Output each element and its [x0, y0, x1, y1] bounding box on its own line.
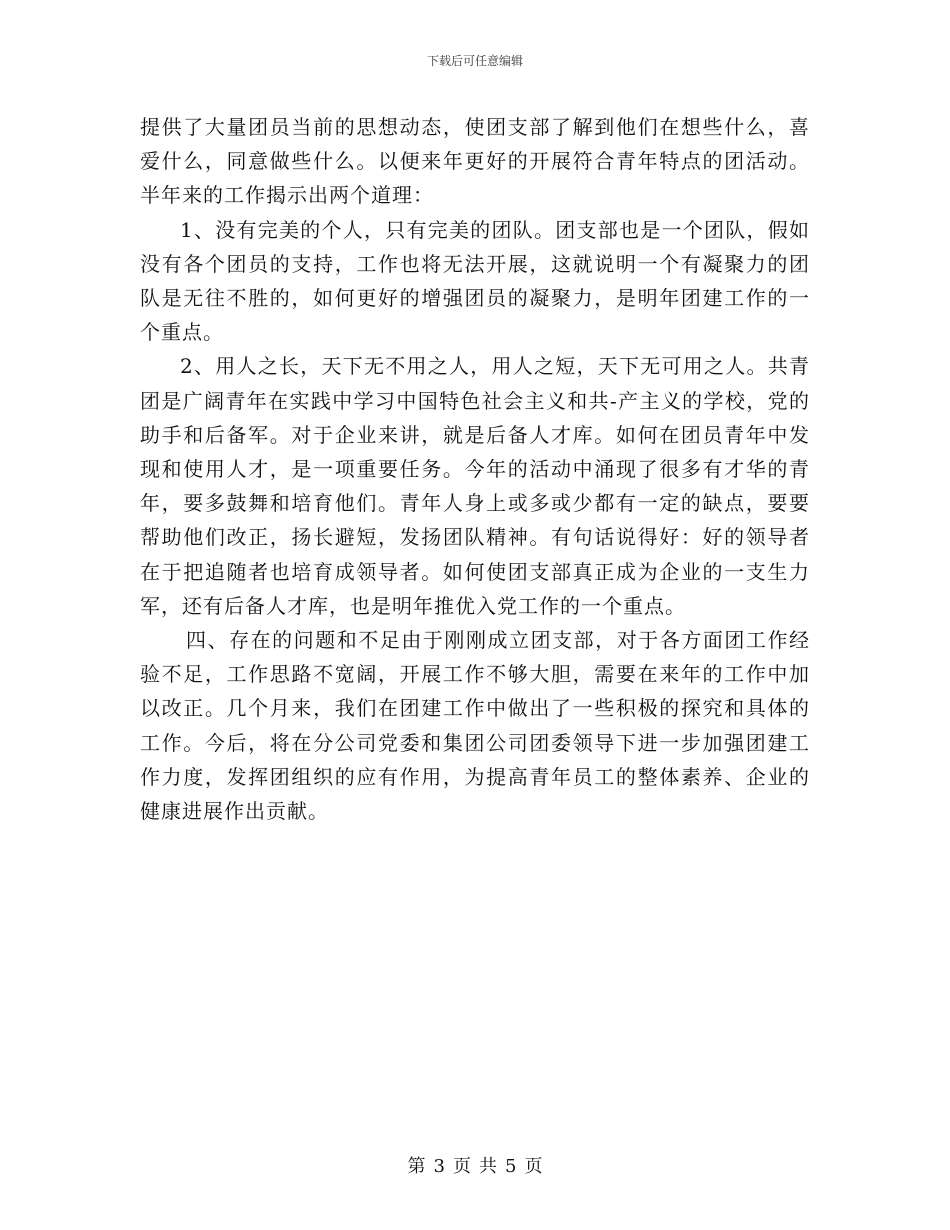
footer-current-page: 3 — [433, 1156, 445, 1177]
document-body — [140, 110, 810, 828]
paragraph-continuation: 提供了大量团员当前的思想动态，使团支部了解到他们在想些什么，喜爱什么，同意做些什么。以便来年更好的开展符合青年特点的团活动。半年来的工作揭示出两个道理： — [140, 115, 810, 208]
footer-page-unit: 页 — [453, 1156, 471, 1177]
footer-total-pages: 5 — [505, 1156, 517, 1177]
paragraph-point-1: 1、没有完美的个人，只有完美的团队。团支部也是一个团队，假如没有各个团员的支持，工作也将无法开展，这就说明一个有凝聚力的团队是无往不胜的，如何更好的增强团员的凝聚力，是明年团建工作的一个重点。 — [140, 217, 810, 345]
footer-page-label: 第 — [407, 1156, 426, 1177]
page-footer — [0, 1157, 950, 1177]
page-header: 下载后可任意编辑 — [426, 54, 523, 68]
paragraph-point-2: 2、用人之长，天下无不用之人，用人之短，天下无可用之人。共青团是广阔青年在实践中学习中国特色社会主义和共-产主义的学校，党的助手和后备军。对于企业来讲，就是后备人才库。如何在团员青年中发现和使用人才，是一项重要任务。今年的活动中涌现了很多有才华的青年，要多鼓舞和培育他们。青年人身上或多或少都有一定的缺点，要要帮助他们改正，扬长避短，发扬团队精神。有句话说得好：好的领导者在于把追随者也培育成领导者。如何使团支部真正成为企业的一支生力军，还有后备人才库，也是明年推优入党工作的一个重点。 — [140, 354, 810, 618]
paragraph-section-4: 四、存在的问题和不足由于刚刚成立团支部，对于各方面团工作经验不足，工作思路不宽阔，开展工作不够大胆，需要在来年的工作中加以改正。几个月来，我们在团建工作中做出了一些积极的探究和具体的工作。今后，将在分公司党委和集团公司团委领导下进一步加强团建工作力度，发挥团组织的应有作用，为提高青年员工的整体素养、企业的健康进展作出贡献。 — [140, 628, 810, 824]
footer-total-unit: 页 — [524, 1156, 543, 1177]
footer-total-label: 共 — [479, 1156, 497, 1177]
